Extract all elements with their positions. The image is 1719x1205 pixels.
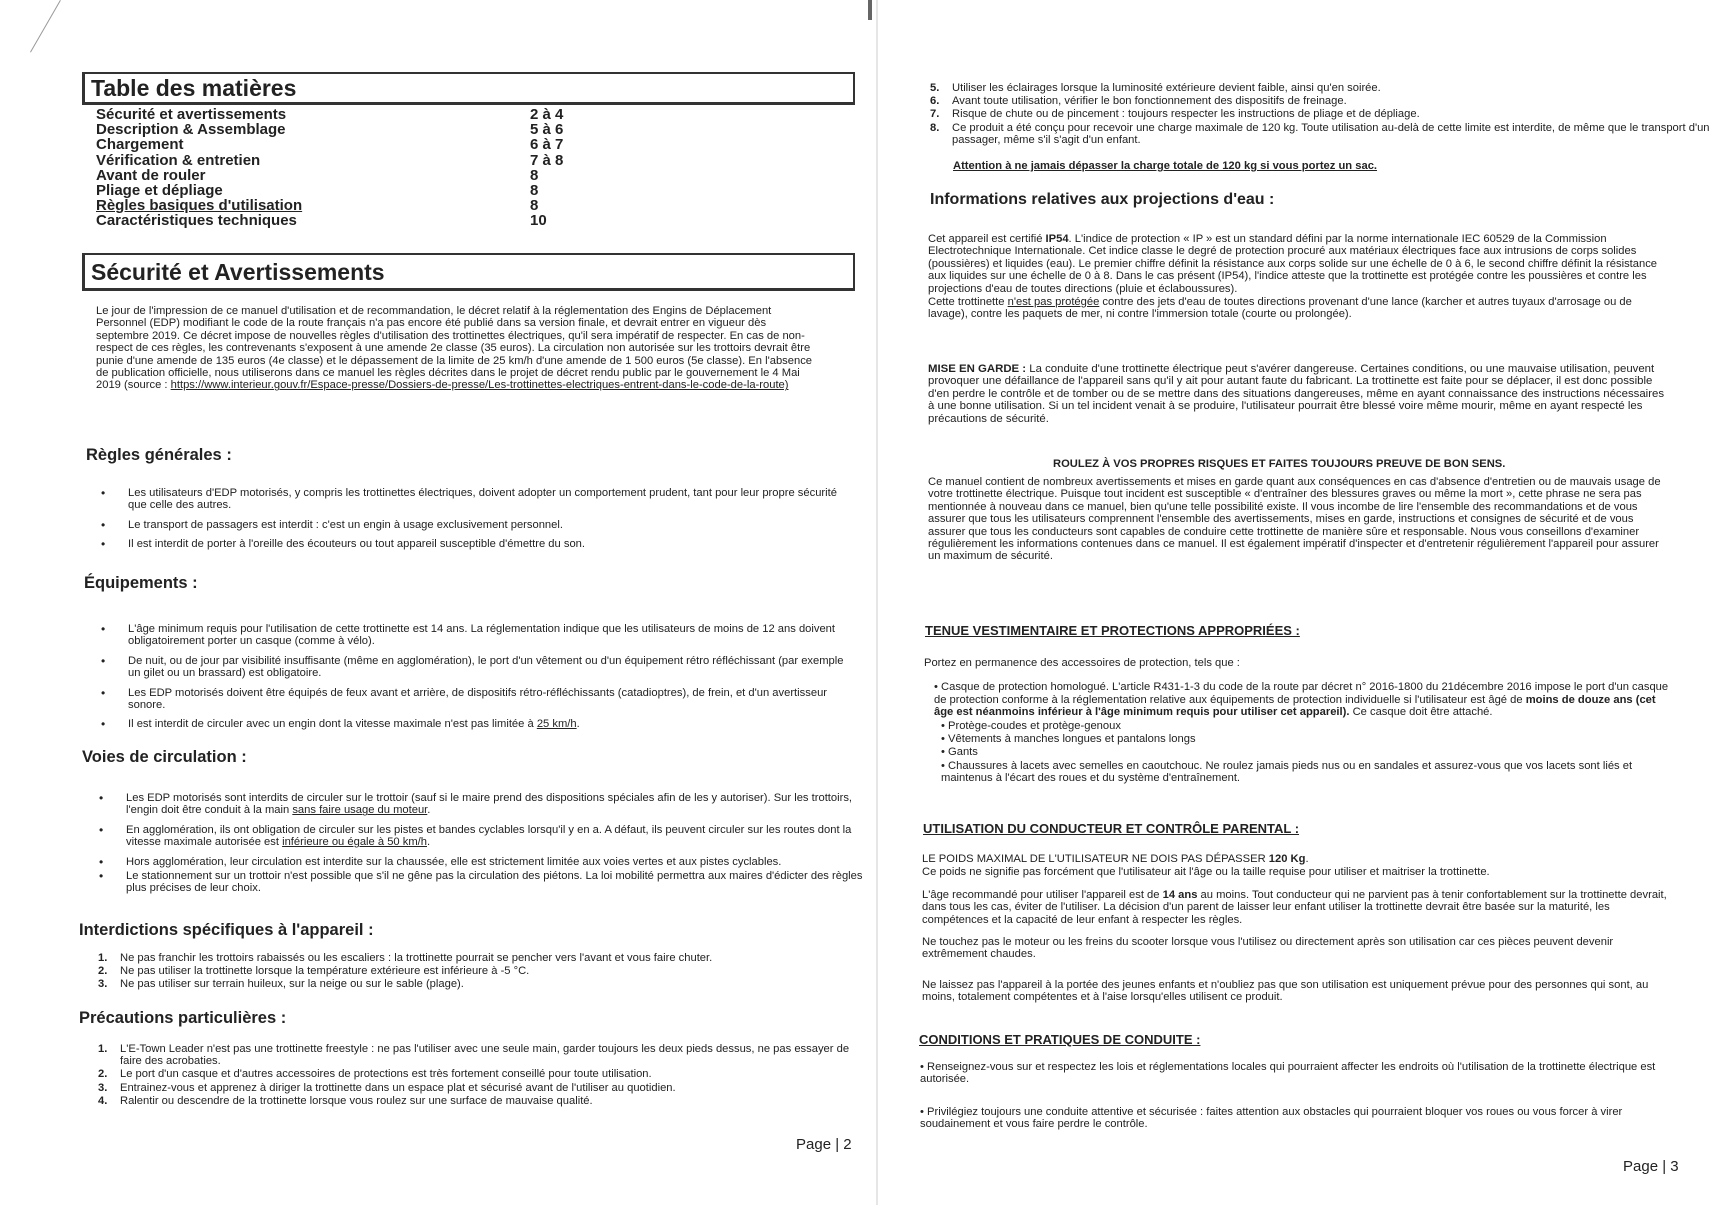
list-item: 4. Ralentir ou descendre de la trottinette lorsque vous roulez sur une surface de mauvaise qualité. <box>98 1094 593 1107</box>
page-number-left: Page | 2 <box>796 1136 852 1153</box>
toc-entry-page: 6 à 7 <box>530 136 564 154</box>
list-item: 1. L'E-Town Leader n'est pas une trottinette freestyle : ne pas l'utiliser avec une seule main, garder toujours les deux pieds dessus, ne pas essayer de faire des acrobaties. <box>98 1043 850 1068</box>
voies-list <box>96 792 886 902</box>
section-title: Sécurité et Avertissements <box>91 259 385 285</box>
regles-generales-list <box>98 487 858 558</box>
toc-entry-title: Vérification & entretien <box>96 151 261 169</box>
list-item: • Hors agglomération, leur circulation est interdite sur la chaussée, elle est strictement limitée aux voies vertes et aux pistes cyclables. <box>99 854 782 869</box>
item-number: 1. <box>98 1043 108 1055</box>
intro-source-link[interactable]: https://www.interieur.gouv.fr/Espace-presse/Dossiers-de-presse/Les-trottinettes-electriques-entrent-dans-le-code-de-la-route) <box>170 379 789 392</box>
toc-entry-title: Pliage et dépliage <box>96 181 223 199</box>
list-item: • Il est interdit de circuler avec un engin dont la vitesse maximale n'est pas limitée à 25 km/h. <box>101 717 580 732</box>
bullet-icon: • <box>101 517 106 532</box>
tenue-title: TENUE VESTIMENTAIRE ET PROTECTIONS APPROPRIÉES : <box>925 623 1300 638</box>
equipements-title: Équipements : <box>84 574 198 592</box>
projections-title: Informations relatives aux projections d'eau : <box>930 191 1275 208</box>
manual-paragraph: Ce manuel contient de nombreux avertissements et mises en garde quant aux conséquences en cas d'absence d'entretien ou de mauvais usage de votre trottinette électrique. Puisque tout incident est susceptible « d'entraîner des blessures graves ou même la mort », cette phrase ne sera pas mentionnée à nouveau dans ce manuel, bien qu'une telle possibilité existe. Il vous incombe de lire l'ensemble des recommandations et de vous assurer que tous les utilisateurs comprennent l'ensemble des avertissements, mises en garde, instructions et consignes de sécurité et de vous assurer que tous les conducteurs sont capables de conduire cette trottinette de manière sûre et responsable. Nous vous conseillons d'examiner régulièrement les informations contenues dans ce manuel. Il est également impératif d'inspecter et d'entretenir régulièrement l'appareil pour assurer un maximum de sécurité. <box>928 476 1661 563</box>
toc-entry-page: 5 à 6 <box>530 121 564 139</box>
list-item: 7. Risque de chute ou de pincement : toujours respecter les instructions de pliage et de dépliage. <box>930 108 1420 121</box>
toc-entry-title: Sécurité et avertissements <box>96 106 287 123</box>
utilisation-section: LE POIDS MAXIMAL DE L'UTILISATEUR NE DOIS PAS DÉPASSER 120 Kg. Ce poids ne signifie pas forcément que l'utilisateur ait l'âge ou la taille requise pour utiliser et maitriser la trottinette. L'âge recommandé pour utiliser l'appareil est de 14 ans au moins. Tout conducteur qui ne parvient pas à tenir confortablement sur la trottinette devrait, dans tous les cas, éviter de l'utiliser. La décision d'un parent de laisser leur enfant utiliser la trottinette devrait être basée sur la maturité, les compétences et la capacité de leur enfant à respecter les règles. Ne touchez pas le moteur ou les freins du scooter lorsque vous l'utilisez ou directement après son utilisation car ces pièces peuvent devenir extrêmement chaudes. Ne laissez pas l'appareil à la portée des jeunes enfants et n'oubliez pas que son utilisation est uniquement prévue pour des personnes qui sont, au moins, totalement compétentes et à l'aise lorsqu'elles utilisent ce produit. <box>922 853 1667 1004</box>
conditions-section <box>920 1061 1680 1131</box>
attention-note: Attention à ne jamais dépasser la charge totale de 120 kg si vous portez un sac. <box>953 160 1378 172</box>
list-item: 2. Ne pas utiliser la trottinette lorsque la température extérieure est inférieure à -5 °C. <box>98 965 530 978</box>
bullet-icon: • <box>101 486 106 500</box>
list-item: 3. Ne pas utiliser sur terrain huileux, sur la neige ou sur le sable (plage). <box>98 978 464 991</box>
section-heading-box <box>82 253 855 291</box>
roulez-warning: ROULEZ À VOS PROPRES RISQUES ET FAITES TOUJOURS PREUVE DE BON SENS. <box>1053 458 1506 470</box>
tenue-section: Portez en permanence des accessoires de protection, tels que : • Casque de protection homologué. L'article R431-1-3 du code de la route par décret n° 2016-1800 du 21décembre 2016 impose le port d'un casque de protection conforme à la réglementation relative aux équipements de protection individuelle si l'utilisateur est âgé de moins de douze ans (cet âge est néanmoins inférieur à l'âge minimum requis pour utiliser cet appareil). Ce casque doit être attaché. • Protège-coudes et protège-genoux • Vêtements à manches longues et pantalons longs • Gants • Chaussures à lacets avec semelles en caoutchouc. Ne roulez jamais pieds nus ou en sandales et assurez-vous que vos lacets sont liés et maintenus à l'écart des roues et du système d'entraînement. <box>924 657 1674 786</box>
toc-entry-page: 8 <box>530 181 539 199</box>
list-item: 1. Ne pas franchir les trottoirs rabaissés ou les escaliers : la trottinette pourrait se pencher vers l'avant et vous faire chuter. <box>98 952 713 964</box>
toc-heading-box <box>82 72 855 105</box>
list-item: • De nuit, ou de jour par visibilité insuffisante (même en agglomération), le port d'un vêtement ou d'un équipement rétro réfléchissant (par exemple un gilet ou un brassard) est obligatoire. <box>101 653 844 680</box>
list-item: 2. Le port d'un casque et d'autres accessoires de protections est très fortement conseillé pour toute utilisation. <box>98 1068 652 1081</box>
toc-entry-page: 8 <box>530 197 539 215</box>
mise-en-garde-paragraph: MISE EN GARDE : La conduite d'une trottinette électrique peut s'avérer dangereuse. Certaines conditions, ou une mauvaise utilisation, peuvent provoquer une défaillance de l'appareil sans qu'il y ait pour autant faute du fabricant. La trottinette est faite pour se déplacer, il est donc possible d'en perdre le contrôle et de tomber ou de se mettre dans des situations dangereuses, même en ayant connaissance des instructions nécessaires à une bonne utilisation. Si un tel incident venait à se produire, l'utilisateur pourrait être blessé voire même mourir, même en ayant respecté les précautions de sécurité. <box>928 363 1665 425</box>
interdictions-list <box>98 952 880 992</box>
regles-generales-title: Règles générales : <box>86 446 232 464</box>
toc-entry-page: 8 <box>530 166 539 184</box>
toc-entry-title: Avant de rouler <box>96 166 206 184</box>
list-item: • Le stationnement sur un trottoir n'est possible que s'il ne gêne pas la circulation des piétons. La loi mobilité permettra aux maires d'édicter des règles plus précises de leur choix. <box>99 869 863 895</box>
interdictions-title: Interdictions spécifiques à l'appareil : <box>79 921 374 939</box>
list-item: • Vêtements à manches longues et pantalons longs <box>941 733 1196 746</box>
list-item: • Gants <box>941 746 978 759</box>
item-number: 3. <box>98 1081 108 1094</box>
item-number: 2. <box>98 965 108 978</box>
toc-entry-title: Caractéristiques techniques <box>96 212 297 230</box>
toc-entry-page: 2 à 4 <box>530 106 564 123</box>
intro-paragraph: Le jour de l'impression de ce manuel d'utilisation et de recommandation, le décret relatif à la réglementation des Engins de Déplacement Personnel (EDP) modifiant le code de la route français n'a pas encore été publié dans sa version finale, et devrait entrer en vigueur dès septembre 2019. Ce décret impose de nouvelles règles d'utilisation des trottinettes électriques, qu'il sera impératif de respecter. En cas de non-respect de ces règles, les contrevenants s'exposent à une amende 2e classe (35 euros). La circulation non autorisée sur les trottoirs devrait être punie d'une amende de 135 euros (4e classe) et le dépassement de la limite de 25 km/h d'une amende de 1 500 euros (5e classe). En l'absence de publication officielle, nous utiliserons dans ce manuel les règles décrites dans le projet de décret rendu public par le gouvernement le 4 Mai 2019 (source : https://www.interieur.gouv.fr/Espace-presse/Dossiers-de-presse/Les-trottinettes-electriques-entrent-dans-le-code-de-la-route) <box>96 305 813 392</box>
item-number: 4. <box>98 1094 108 1107</box>
list-item: • Il est interdit de porter à l'oreille des écouteurs ou tout appareil susceptible d'émettre du son. <box>101 537 586 552</box>
toc-entry-page: 10 <box>530 212 547 230</box>
item-number: 1. <box>98 952 108 964</box>
list-item: • Les EDP motorisés doivent être équipés de feux avant et arrière, de dispositifs rétro-réfléchissants (catadioptres), de frein, et d'un avertisseur sonore. <box>101 685 828 712</box>
list-item: • Privilégiez toujours une conduite attentive et sécurisée : faites attention aux obstacles qui pourraient bloquer vos roues ou vous forcer à virer soudainement et vous faire perdre le contrôle. <box>920 1105 1623 1131</box>
bullet-icon: • <box>101 685 106 700</box>
toc-entry-title: Règles basiques d'utilisation <box>96 197 303 215</box>
right-page <box>880 0 1719 1205</box>
item-number: 6. <box>930 95 940 108</box>
bullet-icon: • <box>101 653 106 668</box>
list-item: 3. Entrainez-vous et apprenez à diriger la trottinette dans un espace plat et sécurisé avant de l'utiliser au quotidien. <box>98 1081 676 1094</box>
list-item: 6. Avant toute utilisation, vérifier le bon fonctionnement des dispositifs de freinage. <box>930 95 1347 108</box>
list-item: • Chaussures à lacets avec semelles en caoutchouc. Ne roulez jamais pieds nus ou en sandales et assurez-vous que vos lacets sont liés et maintenus à l'écart des roues et du système d'entraînement. <box>941 759 1633 785</box>
list-item: 5. Utiliser les éclairages lorsque la luminosité extérieure devient faible, ainsi qu'en soirée. <box>930 82 1381 94</box>
list-item: • Renseignez-vous sur et respectez les lois et réglementations locales qui pourraient affecter les endroits où l'utilisation de la trottinette électrique est autorisée. <box>920 1061 1656 1086</box>
list-item: • L'âge minimum requis pour l'utilisation de cette trottinette est 14 ans. La réglementation indique que les utilisateurs de moins de 12 ans doivent obligatoirement porter un casque (comme à vélo). <box>101 622 836 648</box>
list-item: • En agglomération, ils ont obligation de circuler sur les pistes et bandes cyclables lorsqu'il y en a. A défaut, ils peuvent circuler sur les routes dont la vitesse maximale autorisée est inférieure ou égale à 50 km/h. <box>99 822 852 849</box>
list-item: • Les utilisateurs d'EDP motorisés, y compris les trottinettes électriques, doivent adopter un comportement prudent, tant pour leur propre sécurité que celle des autres. <box>101 486 837 512</box>
toc-entry-title: Description & Assemblage <box>96 121 286 139</box>
utilisation-title: UTILISATION DU CONDUCTEUR ET CONTRÔLE PARENTAL : <box>923 821 1300 836</box>
list-item: • Le transport de passagers est interdit : c'est un engin à usage exclusivement personnel. <box>101 517 563 532</box>
continued-precautions-list <box>930 82 1712 147</box>
toc-entry-page: 7 à 8 <box>530 151 564 169</box>
list-item: • Protège-coudes et protège-genoux <box>941 719 1121 732</box>
precautions-list <box>98 1043 860 1108</box>
item-number: 5. <box>930 82 940 94</box>
item-number: 3. <box>98 978 108 991</box>
precautions-title: Précautions particulières : <box>79 1009 287 1027</box>
bullet-icon: • <box>101 537 106 552</box>
item-number: 8. <box>930 121 940 134</box>
toc-title: Table des matières <box>91 75 297 101</box>
list-item: • Les EDP motorisés sont interdits de circuler sur le trottoir (sauf si le maire prend des dispositions spéciales afin de les y autoriser). Sur les trottoirs, l'engin doit être conduit à la main sans faire usage du moteur. <box>99 791 853 817</box>
bullet-icon: • <box>101 622 106 636</box>
item-number: 7. <box>930 108 940 121</box>
page-number-right: Page | 3 <box>1623 1158 1679 1175</box>
toc-entry-title: Chargement <box>96 136 184 154</box>
bullet-icon: • <box>101 717 106 732</box>
voies-title: Voies de circulation : <box>82 748 247 766</box>
scan-mark <box>868 0 872 20</box>
item-number: 2. <box>98 1068 108 1081</box>
equipements-list <box>98 623 858 738</box>
conditions-title: CONDITIONS ET PRATIQUES DE CONDUITE : <box>919 1032 1201 1047</box>
list-item: 8. Ce produit a été conçu pour recevoir une charge maximale de 120 kg. Toute utilisation au-delà de cette limite est interdite, de même que le transport d'un passager, même s'il s'agit d'un enfant. <box>930 121 1710 146</box>
ip-paragraph: Cet appareil est certifié IP54. L'indice de protection « IP » est un standard défini par la norme internationale IEC 60529 de la Commission Electrotechnique Internationale. Cet indice classe le degré de protection procuré aux matériaux électriques face aux intrusions de corps solides (poussières) et liquides (eau). Le premier chiffre définit la résistance aux corps solide sur une échelle de 0 à 6, le second chiffre définit la résistance aux liquides sur une échelle de 0 à 8. Dans le cas présent (IP54), l'indice atteste que la trottinette est protégée contre les poussières et contre les projections d'eau de toutes directions (pluie et éclaboussures). Cette trottinette n'est pas protégée contre des jets d'eau de toutes directions provenant d'une lance (karcher et autres tuyaux d'arrosage ou de lavage), contre les paquets de mer, ni contre l'immersion totale (courte ou prolongée). <box>928 233 1658 321</box>
